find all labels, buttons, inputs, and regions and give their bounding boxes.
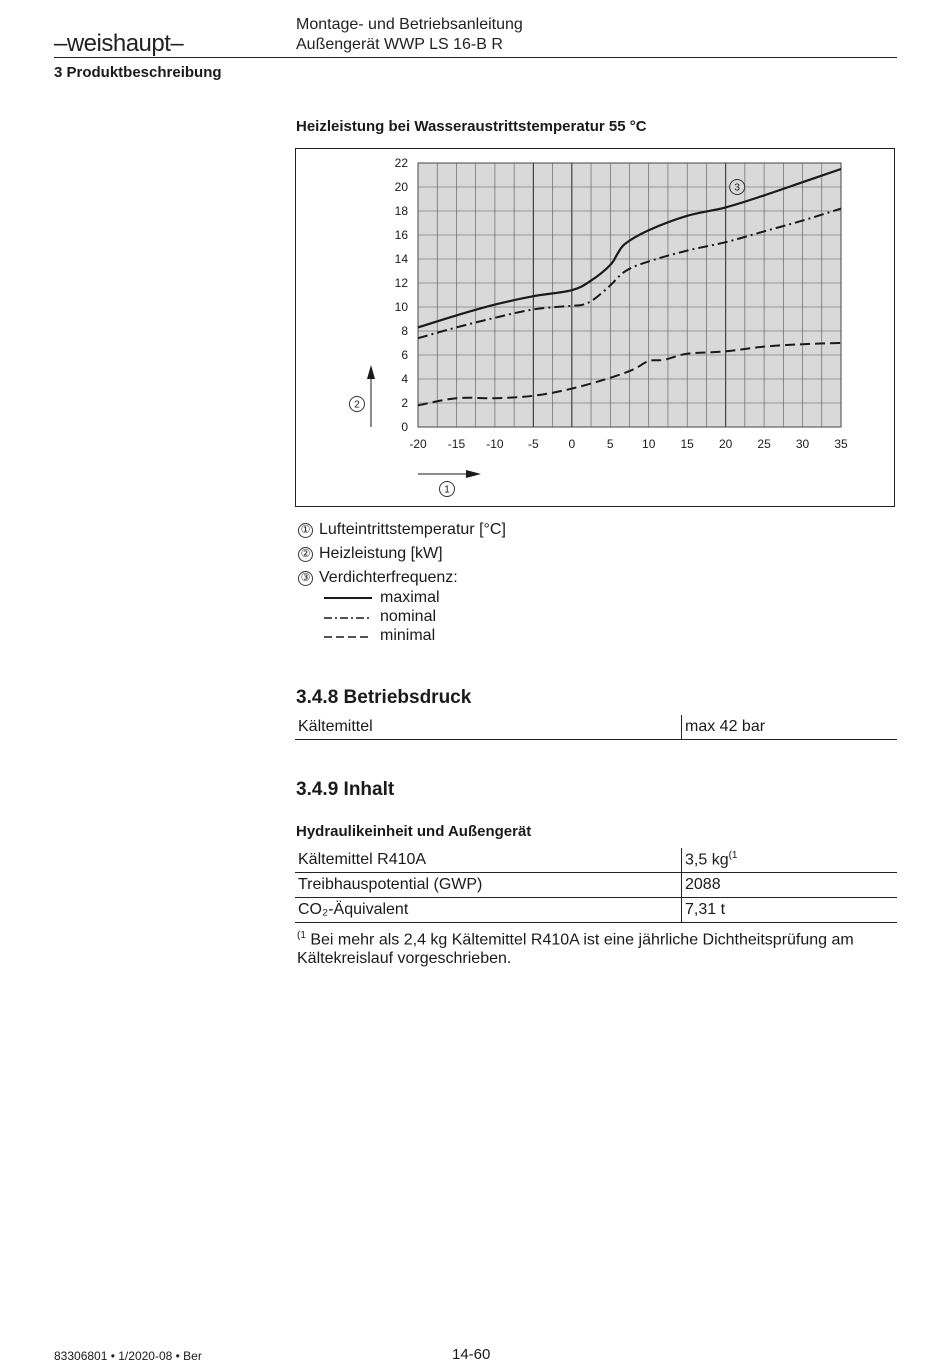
pressure-table xyxy=(295,715,897,740)
chart-frame xyxy=(295,148,895,507)
legend-sub-maximal xyxy=(324,588,440,607)
document-title-line2: Außengerät WWP LS 16-B R xyxy=(296,36,503,53)
heating-capacity-chart xyxy=(296,149,893,505)
footer-doc-number: 83306801 • 1/2020-08 • Ber xyxy=(54,1349,202,1363)
row-label: CO₂-Äquivalent xyxy=(295,898,682,923)
y-tick-label: 2 xyxy=(401,396,408,410)
chart-legend xyxy=(298,518,506,590)
content-table xyxy=(295,848,897,923)
x-tick-label: -10 xyxy=(486,437,504,451)
legend-sub-maximal-text: maximal xyxy=(380,588,440,606)
legend-item-1 xyxy=(298,518,506,542)
pressure-label: Kältemittel xyxy=(295,715,682,740)
legend-text-3: Verdichterfrequenz: xyxy=(319,569,458,586)
row-label: Treibhauspotential (GWP) xyxy=(295,873,682,898)
legend-sub-minimal xyxy=(324,626,435,645)
x-tick-label: 0 xyxy=(568,437,576,451)
x-tick-label: -20 xyxy=(409,437,427,451)
row-label: Kältemittel R410A xyxy=(295,848,682,873)
y-axis-arrow-head xyxy=(367,365,375,379)
y-axis-label: 2 xyxy=(354,399,360,411)
legend-marker-3: ③ xyxy=(298,571,313,586)
x-tick-label: 15 xyxy=(680,437,694,451)
y-tick-label: 0 xyxy=(401,420,408,434)
y-tick-label: 10 xyxy=(394,300,408,314)
legend-text-1: Lufteintrittstemperatur [°C] xyxy=(319,521,506,538)
y-tick-label: 20 xyxy=(394,180,408,194)
x-tick-label: -5 xyxy=(528,437,539,451)
document-title-line1: Montage- und Betriebsanleitung xyxy=(296,16,523,33)
y-tick-label: 16 xyxy=(394,228,408,242)
x-tick-label: 35 xyxy=(834,437,848,451)
x-tick-label: 20 xyxy=(718,437,733,451)
footnote-ref: (1 xyxy=(728,850,738,862)
table-row xyxy=(295,715,897,740)
y-tick-label: 6 xyxy=(401,348,408,362)
y-tick-label: 22 xyxy=(394,156,408,170)
table-row xyxy=(295,898,897,923)
row-value: 2088 xyxy=(682,873,898,898)
legend-marker-2: ② xyxy=(298,547,313,562)
dashed-line-swatch xyxy=(324,631,372,641)
y-tick-label: 4 xyxy=(401,372,408,386)
legend-marker-1: ① xyxy=(298,523,313,538)
x-axis-label: 1 xyxy=(444,484,450,496)
row-value: 7,31 t xyxy=(682,898,898,923)
legend-sub-nominal xyxy=(324,607,436,626)
table-row xyxy=(295,848,897,873)
dashdot-line-swatch xyxy=(324,612,372,622)
x-tick-label: -15 xyxy=(447,437,466,451)
y-tick-label: 18 xyxy=(394,204,408,218)
x-tick-label: 5 xyxy=(606,437,614,451)
legend-item-3 xyxy=(298,566,506,590)
heading-betriebsdruck: 3.4.8 Betriebsdruck xyxy=(296,687,472,708)
y-tick-label: 12 xyxy=(394,276,408,290)
heading-inhalt: 3.4.9 Inhalt xyxy=(296,779,395,800)
y-tick-label: 8 xyxy=(401,324,408,338)
legend-text-2: Heizleistung [kW] xyxy=(319,545,443,562)
legend-sub-minimal-text: minimal xyxy=(380,626,436,644)
row-value-text: 3,5 kg xyxy=(685,851,729,869)
x-tick-label: 25 xyxy=(757,437,771,451)
header-rule xyxy=(54,57,897,58)
footnote-mark: (1 xyxy=(297,930,306,941)
section-label: 3 Produktbeschreibung xyxy=(54,64,222,81)
pressure-value: max 42 bar xyxy=(682,715,898,740)
table-row xyxy=(295,873,897,898)
solid-line-swatch xyxy=(324,593,372,603)
legend-item-2 xyxy=(298,542,506,566)
footer-page-number: 14-60 xyxy=(452,1346,491,1363)
series-marker-label: 3 xyxy=(734,182,740,194)
legend-sub-nominal-text: nominal xyxy=(380,607,437,625)
footnote-text: Bei mehr als 2,4 kg Kältemittel R410A ist eine jährliche Dichtheitsprüfung am Kältekreislauf vorgeschrieben. xyxy=(297,931,854,968)
x-tick-label: 30 xyxy=(795,437,810,451)
footnote xyxy=(297,926,887,968)
document-title xyxy=(296,15,523,55)
x-tick-label: 10 xyxy=(642,437,656,451)
subheading-hydraulik: Hydraulikeinheit und Außengerät xyxy=(296,823,532,840)
row-value xyxy=(682,848,898,873)
chart-title: Heizleistung bei Wasseraustrittstemperatur 55 °C xyxy=(296,118,647,135)
x-axis-arrow-head xyxy=(466,470,481,478)
weishaupt-logo: –weishaupt– xyxy=(54,30,184,57)
y-tick-label: 14 xyxy=(394,252,408,266)
